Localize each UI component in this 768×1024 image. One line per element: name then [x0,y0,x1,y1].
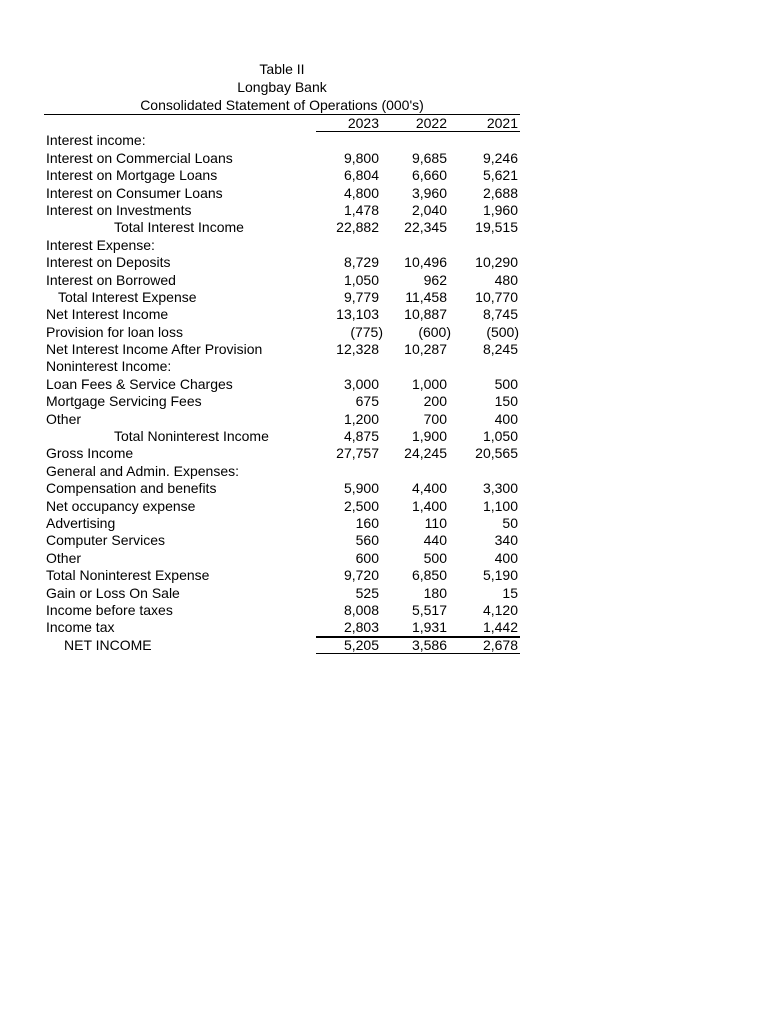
row-label: Gain or Loss On Sale [46,584,180,601]
table-row [44,463,520,480]
row-value: 8,729 [343,254,379,271]
row-value: 6,850 [411,567,447,584]
row-label: NET INCOME [64,636,152,653]
row-value: 150 [494,393,518,410]
row-value: 13,103 [336,306,379,323]
row-value: 1,000 [411,375,447,392]
row-value: 560 [355,532,379,549]
table-row [44,445,520,462]
row-value: 5,190 [482,567,518,584]
row-value: 340 [494,532,518,549]
row-value: 4,400 [411,480,447,497]
table-row [44,254,520,271]
row-label: Provision for loan loss [46,323,183,340]
table-row [44,532,520,549]
table-row [44,167,520,184]
row-label: Net occupancy expense [46,497,196,514]
row-value: 6,804 [343,167,379,184]
row-label: Interest on Borrowed [46,271,176,288]
row-value: 4,120 [482,601,518,618]
table-row [44,428,520,445]
row-value: 600 [355,549,379,566]
row-value: 10,887 [404,306,447,323]
row-value: (775) [350,323,383,340]
table-row [44,567,520,584]
row-value: 8,008 [343,601,379,618]
row-value: 4,875 [343,428,379,445]
row-label: Total Noninterest Income [114,428,269,445]
table-row [44,324,520,341]
row-label: Gross Income [46,445,134,462]
row-label: Other [46,410,82,427]
table-row [44,202,520,219]
row-value: 9,720 [343,567,379,584]
table-row [44,306,520,323]
statement-rows [44,132,520,654]
row-value: 24,245 [404,445,447,462]
table-row [44,411,520,428]
row-label: Income before taxes [46,601,173,618]
row-value: 700 [423,410,447,427]
row-value: 1,442 [482,619,518,636]
table-row [44,132,520,149]
row-value: 9,685 [411,149,447,166]
row-value: 400 [494,549,518,566]
row-value: 1,200 [343,410,379,427]
row-label: Compensation and benefits [46,480,217,497]
row-value: 500 [423,549,447,566]
row-value: 27,757 [336,445,379,462]
row-value: 5,621 [482,167,518,184]
table-row [44,602,520,619]
row-value: 1,050 [343,271,379,288]
row-value: 1,931 [411,619,447,636]
table-label: Table II [259,61,305,77]
row-value: 6,660 [411,167,447,184]
row-value: 1,400 [411,497,447,514]
row-label: Interest income: [46,132,146,149]
table-row [44,358,520,375]
row-value: 3,300 [482,480,518,497]
row-value: 22,345 [404,219,447,236]
table-row [44,393,520,410]
year-header: 2022 [415,115,447,131]
row-label: General and Admin. Expenses: [46,462,240,479]
row-value: 9,246 [482,149,518,166]
row-label: Total Interest Income [114,219,244,236]
row-label: Interest on Mortgage Loans [46,167,218,184]
row-value: 5,517 [411,601,447,618]
row-value: 400 [494,410,518,427]
year-header: 2023 [347,115,379,131]
year-header: 2021 [486,115,518,131]
row-label: Interest on Commercial Loans [46,149,233,166]
row-value: 19,515 [475,219,518,236]
row-value: 9,779 [343,288,379,305]
row-value: 525 [355,584,379,601]
row-value: 2,500 [343,497,379,514]
statement-table [44,114,520,654]
year-header-row [44,115,520,132]
row-label: Other [46,549,82,566]
row-value: 110 [424,514,447,531]
row-value: 962 [423,271,447,288]
row-value: 10,287 [404,341,447,358]
row-label: Computer Services [46,532,166,549]
table-row [44,341,520,358]
row-value: 10,290 [475,254,518,271]
row-value: 8,745 [482,306,518,323]
row-label: Net Interest Income After Provision [46,341,263,358]
row-value: 3,586 [411,636,447,653]
row-value: 22,882 [336,219,379,236]
table-heading [44,60,520,114]
row-value: 11,458 [405,288,447,305]
row-value: 2,678 [482,636,518,653]
row-label: Total Interest Expense [58,288,197,305]
row-label: Interest on Investments [46,201,192,218]
row-label: Interest on Deposits [46,254,171,271]
table-row [44,498,520,515]
table-row [44,480,520,497]
total-rule [316,653,520,654]
row-value: 3,960 [411,184,447,201]
table-row [44,550,520,567]
table-row [44,376,520,393]
row-value: 4,800 [343,184,379,201]
row-label: Interest on Consumer Loans [46,184,223,201]
row-value: 12,328 [336,341,379,358]
table-row [44,237,520,254]
row-value: 2,040 [411,201,447,218]
row-label: Advertising [46,514,116,531]
row-value: 50 [502,514,518,531]
row-value: 440 [423,532,447,549]
row-value: 2,688 [482,184,518,201]
table-row [44,150,520,167]
statement-title: Consolidated Statement of Operations (000's) [140,97,424,113]
row-value: 1,050 [482,428,518,445]
row-label: Loan Fees & Service Charges [46,375,233,392]
row-value: 8,245 [482,341,518,358]
table-row [44,585,520,602]
row-label: Noninterest Income: [46,358,172,375]
company-name: Longbay Bank [237,79,327,95]
row-value: 1,900 [411,428,447,445]
table-row [44,637,520,654]
total-rule [316,637,520,638]
row-label: Interest Expense: [46,236,155,253]
row-value: 20,565 [475,445,518,462]
row-value: 1,100 [482,497,518,514]
row-label: Total Noninterest Expense [46,567,210,584]
table-row [44,185,520,202]
table-row [44,272,520,289]
row-value: 15 [502,584,518,601]
row-value: 1,960 [482,201,518,218]
table-row [44,289,520,306]
row-value: 160 [355,514,379,531]
row-value: 1,478 [343,201,379,218]
table-row [44,515,520,532]
row-value: 10,496 [404,254,447,271]
row-value: 5,900 [343,480,379,497]
row-value: (500) [486,323,519,340]
row-value: 5,205 [343,636,379,653]
row-value: 675 [355,393,379,410]
row-value: 180 [423,584,447,601]
row-value: 500 [494,375,518,392]
table-row [44,619,520,636]
row-label: Mortgage Servicing Fees [46,393,202,410]
table-row [44,219,520,236]
row-value: 480 [494,271,518,288]
row-value: 200 [423,393,447,410]
row-label: Income tax [46,619,115,636]
row-value: 9,800 [343,149,379,166]
row-value: 3,000 [343,375,379,392]
row-label: Net Interest Income [46,306,169,323]
row-value: (600) [418,323,451,340]
row-value: 10,770 [475,288,518,305]
row-value: 2,803 [343,619,379,636]
